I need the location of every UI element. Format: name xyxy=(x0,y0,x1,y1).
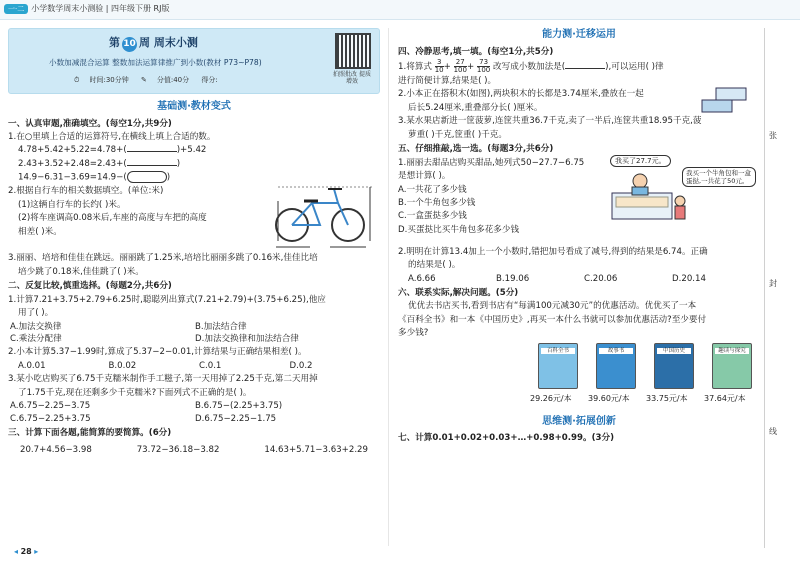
qr-caption: 拍照批改 提质增效 xyxy=(333,71,371,86)
q6-text-1: 优优去书店买书,看到书店有“每满100元减30元”的优惠活动。优优买了一本 xyxy=(408,301,697,312)
book-price: 39.60元/本 xyxy=(588,393,630,403)
qr-code-icon xyxy=(335,33,371,69)
bakery-counter-illustration xyxy=(610,171,686,221)
banner-subtitle: 小数加减混合运算 整数加法运算律推广到小数(教材 P73~P78) xyxy=(49,58,262,67)
book-title: 中国历史 xyxy=(657,348,691,355)
fraction-2: $\frac{27}{100}$ xyxy=(453,57,467,74)
section-2-title: 二、反复比较,慎重选择。(每题2分,共6分) xyxy=(8,281,172,292)
book-price: 33.75元/本 xyxy=(646,393,688,403)
book-price: 29.26元/本 xyxy=(530,393,572,403)
blocks-question xyxy=(398,88,760,114)
book-title: 百科全书 xyxy=(541,348,575,355)
book-title: 故事书 xyxy=(599,348,633,355)
clock-icon: ⏱ xyxy=(74,76,80,84)
book-cover xyxy=(538,343,578,389)
option-a[interactable]: A.6.66 xyxy=(408,273,436,284)
series-name: 小学数学周末小测验 | 四年级下册 RJ版 xyxy=(31,4,170,13)
option-a[interactable]: A.一共花了多少钱 xyxy=(398,184,467,195)
option-c[interactable]: C.20.06 xyxy=(584,273,618,284)
calc-3: 14.63+5.71−3.63+2.29 xyxy=(264,444,368,455)
q1-3: 3.丽丽、培培和佳佳在跳远。丽丽跳了1.25米,培培比丽丽多跳了0.16米,佳佳比培 xyxy=(8,253,318,264)
q2-3-options xyxy=(8,400,380,425)
series-brand xyxy=(4,3,169,15)
score-total: 分值:40分 xyxy=(156,76,190,84)
bicycle-diagram xyxy=(270,181,382,255)
book-cover xyxy=(596,343,636,389)
q2-1-options xyxy=(8,321,380,346)
option-d[interactable]: D.0.2 xyxy=(289,360,313,371)
blocks-diagram xyxy=(700,86,748,116)
left-page xyxy=(8,28,380,548)
option-b[interactable]: B.19.06 xyxy=(496,273,530,284)
q5-1-b: 是想计算( )。 xyxy=(398,171,451,182)
option-c[interactable]: C.乘法分配律 xyxy=(10,333,62,344)
calc-1: 20.7+4.56−3.98 xyxy=(20,444,92,455)
book-cover xyxy=(654,343,694,389)
option-a[interactable]: A.0.01 xyxy=(18,360,46,371)
q2-2-options xyxy=(8,360,380,372)
section-5-title: 五、仔细推敲,选一选。(每题3分,共6分) xyxy=(398,144,554,155)
section-ability: 能力测·迁移运用 xyxy=(542,29,616,40)
time-limit: 时间:30分钟 xyxy=(89,76,129,84)
series-badge: 一·二 xyxy=(4,4,28,14)
q5-2: 2.明明在计算13.4加上一个小数时,错把加号看成了减号,得到的结果是6.74。正确 xyxy=(398,246,708,257)
binding-mark: 封 xyxy=(769,279,777,288)
banner-title: 第 10 周 周末小测 xyxy=(109,35,198,52)
option-b[interactable]: B.6.75−(2.25+3.75) xyxy=(195,401,283,412)
q5-1: 1.丽丽去甜品店购买甜品,她列式50−27.7−6.75 xyxy=(398,157,585,168)
binding-mark: 线 xyxy=(769,427,777,436)
option-d[interactable]: D.6.75−2.25−1.75 xyxy=(195,413,277,424)
section-6-title: 六、联系实际,解决问题。(5分) xyxy=(398,288,519,299)
option-b[interactable]: B.0.02 xyxy=(108,360,137,371)
blank[interactable] xyxy=(127,151,177,152)
option-b[interactable]: B.一个牛角包多少钱 xyxy=(398,198,476,209)
q2-1-b: 用了( )。 xyxy=(18,308,54,319)
q6-text-3: 多少钱? xyxy=(398,328,429,339)
calc-2: 73.72−36.18−3.82 xyxy=(136,444,220,455)
option-a[interactable]: A.加法交换律 xyxy=(10,321,62,332)
speech-bubble-purchase: 我买一个牛角包和一盒蛋挞,一共花了50元。 xyxy=(682,167,756,187)
book-title: 趣读与探究 xyxy=(715,348,749,355)
section-thinking: 思维测·拓展创新 xyxy=(542,415,616,427)
section-3-title: 三、计算下面各题,能简算的要简算。(6分) xyxy=(8,428,172,439)
q4-3: 3.某水果店新进一筐菠萝,连筐共重36.7千克,卖了一半后,连筐共重18.95千克,菠 xyxy=(398,116,702,127)
calc-row xyxy=(8,444,380,456)
blank[interactable] xyxy=(565,68,605,69)
answer-oval[interactable] xyxy=(127,171,167,183)
q4-1: 1.将算式 $\frac{3}{10}$ + $\frac{27}{100}$ + $\frac{73}{100}$ 改写成小数加法是( ),可以运用( )律 xyxy=(398,57,664,74)
q4-2: 2.小本正在搭积木(如图),两块积木的长都是3.74厘米,叠放在一起 xyxy=(398,89,644,100)
option-a[interactable]: A.6.75−2.25−3.75 xyxy=(10,401,91,412)
section-4-title: 四、冷静思考,填一填。(每空1分,共5分) xyxy=(398,46,554,57)
option-d[interactable]: D.20.14 xyxy=(672,273,706,284)
page-divider xyxy=(388,28,389,546)
eq-3: 14.9−6.31−3.69=14.9−( ) xyxy=(18,172,171,183)
week-number: 10 xyxy=(122,37,137,52)
q5-2-options xyxy=(398,273,760,285)
dessert-question xyxy=(398,157,760,245)
q1-2: 2.根据自行车的相关数据填空。(单位:米) xyxy=(8,186,164,197)
q1-2-b: (2)将车座调高0.08米后,车座的高度与车把的高度 xyxy=(18,213,207,224)
q2-3: 3.某小吃店购买了6.75千克糯米制作手工糍子,第一天用掉了2.25千克,第二天用掉 xyxy=(8,374,318,385)
speech-bubble-price: 我买了27.7元。 xyxy=(610,155,671,167)
q2-3-b: 了1.75千克,现在还剩多少千克糯米?下面列式不正确的是( )。 xyxy=(18,387,252,398)
week-banner xyxy=(8,28,380,94)
q2-2: 2.小本计算5.37−1.99时,算成了5.37−2−0.01,计算结果与正确结果相差( )。 xyxy=(8,347,307,358)
option-d[interactable]: D.买蛋挞比买牛角包多花多少钱 xyxy=(398,224,520,235)
q2-1: 1.计算7.21+3.75+2.79+6.25时,聪聪列出算式(7.21+2.79)+(3.75+6.25),他应 xyxy=(8,294,326,305)
fraction-3: $\frac{73}{100}$ xyxy=(476,57,491,74)
eq-1: 4.78+5.42+5.22=4.78+( )+5.42 xyxy=(18,145,207,156)
book-shelf xyxy=(398,341,760,409)
blank[interactable] xyxy=(127,165,177,166)
q4-2-b: 后长5.24厘米,重叠部分长( )厘米。 xyxy=(408,102,543,113)
binding-mark: 张 xyxy=(769,131,777,140)
binding-strip xyxy=(764,28,782,548)
page-number: ◂ 28 ▸ xyxy=(14,547,39,556)
q5-2-b: 的结果是( )。 xyxy=(408,260,461,271)
q1-2-a: (1)这辆自行车的长约( )米。 xyxy=(18,199,126,210)
score-icon: ✎ xyxy=(140,76,147,84)
result-field: 得分: xyxy=(201,76,218,84)
option-b[interactable]: B.加法结合律 xyxy=(195,321,247,332)
q1-3-b: 培少跳了0.18米,佳佳跳了( )米。 xyxy=(18,266,144,277)
book-cover xyxy=(712,343,752,389)
banner-meta xyxy=(74,75,228,85)
section-1-title: 一、认真审题,准确填空。(每空1分,共9分) xyxy=(8,118,172,129)
q1-1: 1.在○里填上合适的运算符号,在横线上填上合适的数。 xyxy=(8,131,216,142)
q1-2-c: 相差( )米。 xyxy=(18,226,62,237)
section-7-title: 七、计算0.01+0.02+0.03+…+0.98+0.99。(3分) xyxy=(398,433,615,444)
fraction-1: $\frac{3}{10}$ xyxy=(434,57,444,74)
book-price: 37.64元/本 xyxy=(704,393,746,403)
eq-2: 2.43+3.52+2.48=2.43+( ) xyxy=(18,158,181,169)
option-c[interactable]: C.一盒蛋挞多少钱 xyxy=(398,211,467,222)
bike-question xyxy=(8,185,380,251)
option-c[interactable]: C.6.75−2.25+3.75 xyxy=(10,413,91,424)
right-page xyxy=(398,28,760,548)
section-basic: 基础测·教材变式 xyxy=(157,101,231,112)
q4-3-b: 萝重( )千克,筐重( )千克。 xyxy=(408,129,507,140)
option-d[interactable]: D.加法交换律和加法结合律 xyxy=(195,333,299,344)
option-c[interactable]: C.0.1 xyxy=(199,360,222,371)
q4-1-d: 进行简便计算,结果是( )。 xyxy=(398,75,497,86)
q6-text-2: 《百科全书》和一本《中国历史》,再买一本什么书就可以参加优惠活动?至少要付 xyxy=(398,314,707,325)
